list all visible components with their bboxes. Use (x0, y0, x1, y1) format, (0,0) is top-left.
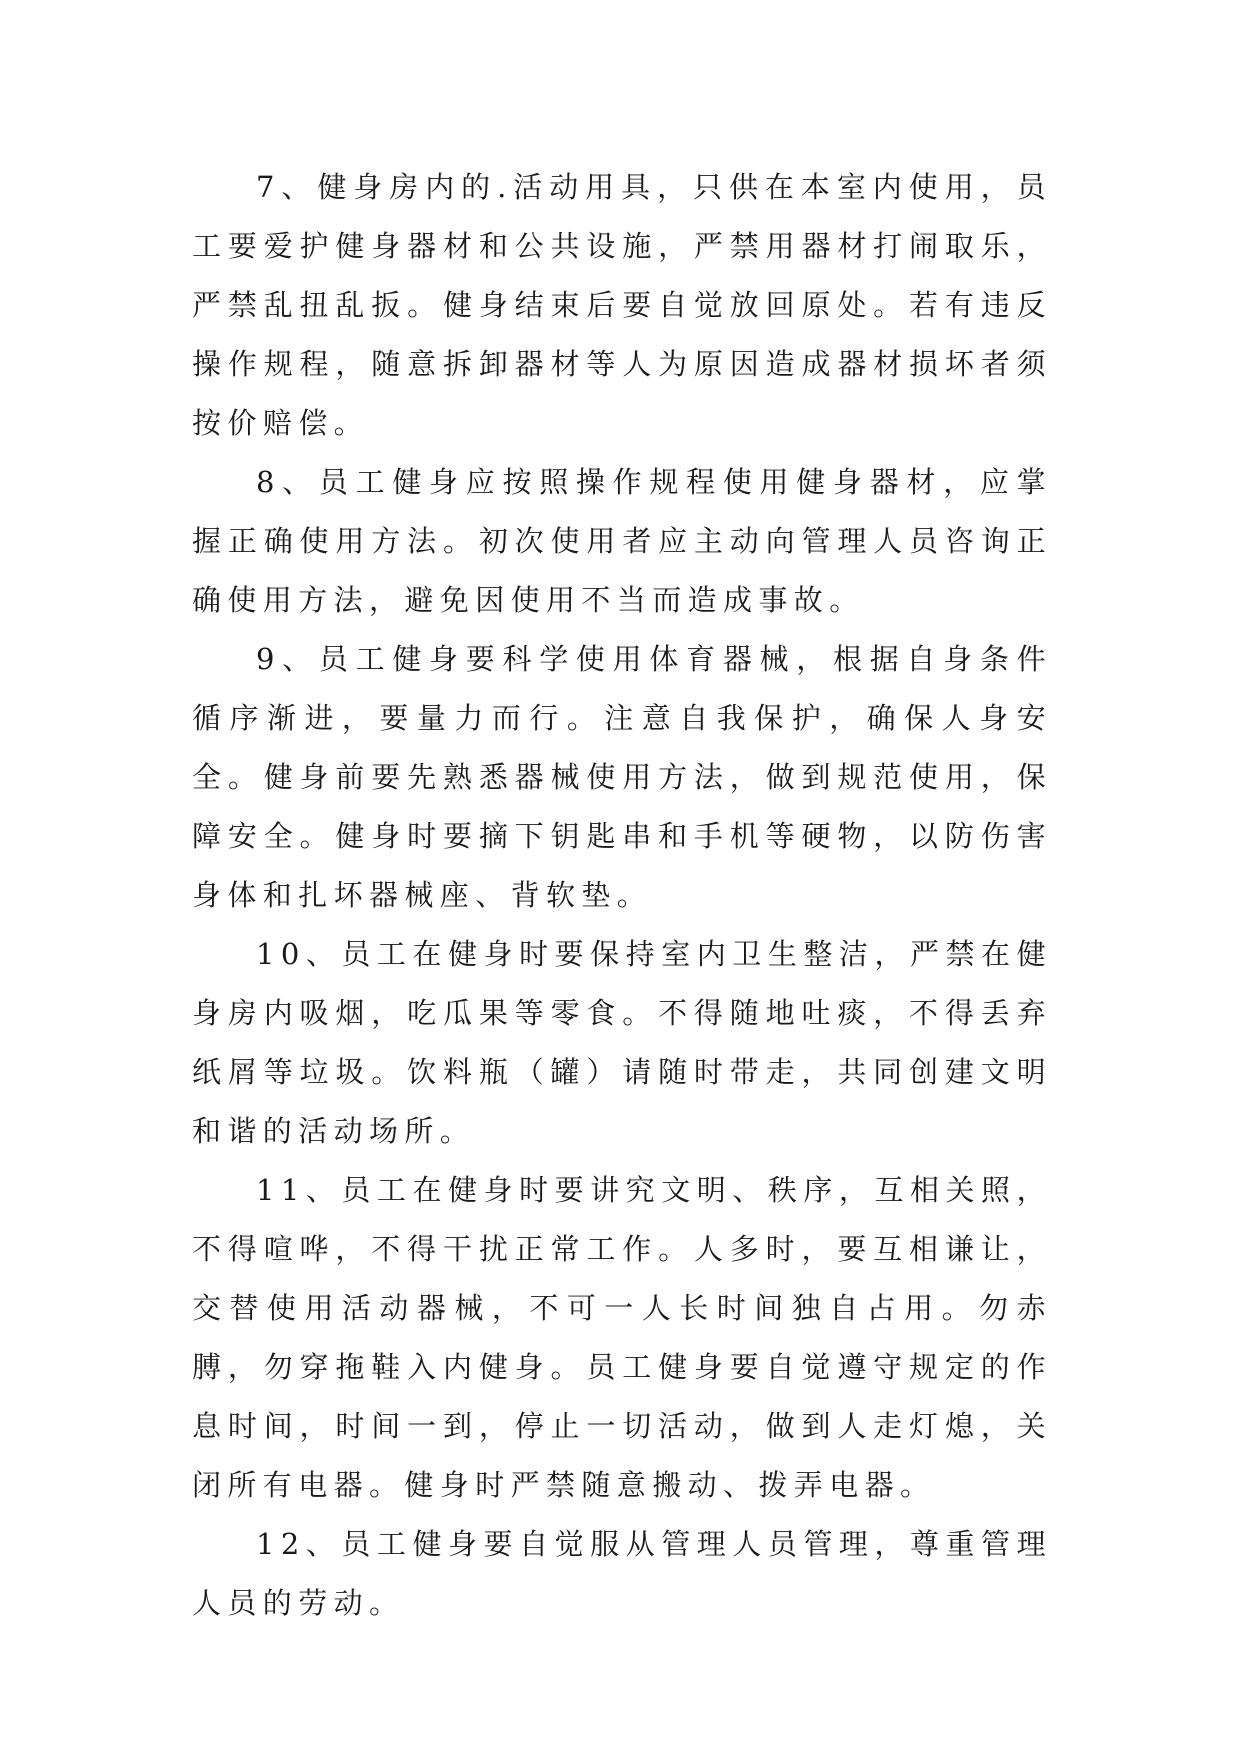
paragraph-rule-11: 11、员工在健身时要讲究文明、秩序，互相关照，不得喧哗，不得干扰正常工作。人多时，要互相谦让，交替使用活动器械，不可一人长时间独自占用。勿赤膊，勿穿拖鞋入内健身。员工健身要自觉遵守规定的作息时间，时间一到，停止一切活动，做到人走灯熄，关闭所有电器。健身时严禁随意搬动、拨弄电器。 (192, 1173, 1052, 1502)
paragraph-rule-12: 12、员工健身要自觉服从管理人员管理，尊重管理人员的劳动。 (192, 1527, 1052, 1620)
paragraph-rule-7: 7、健身房内的.活动用具，只供在本室内使用，员工要爱护健身器材和公共设施，严禁用器材打闹取乐，严禁乱扭乱扳。健身结束后要自觉放回原处。若有违反操作规程，随意拆卸器材等人为原因造成器材损坏者须按价赔偿。 (192, 170, 1052, 440)
document-body (192, 158, 1052, 1633)
paragraph-rule-8: 8、员工健身应按照操作规程使用健身器材，应掌握正确使用方法。初次使用者应主动向管理人员咨询正确使用方法，避免因使用不当而造成事故。 (192, 465, 1052, 617)
paragraph-rule-10: 10、员工在健身时要保持室内卫生整洁，严禁在健身房内吸烟，吃瓜果等零食。不得随地吐痰，不得丢弃纸屑等垃圾。饮料瓶（罐）请随时带走，共同创建文明和谐的活动场所。 (192, 937, 1052, 1148)
paragraph-rule-9: 9、员工健身要科学使用体育器械，根据自身条件循序渐进，要量力而行。注意自我保护，确保人身安全。健身前要先熟悉器械使用方法，做到规范使用，保障安全。健身时要摘下钥匙串和手机等硬物，以防伤害身体和扎坏器械座、背软垫。 (192, 642, 1052, 912)
